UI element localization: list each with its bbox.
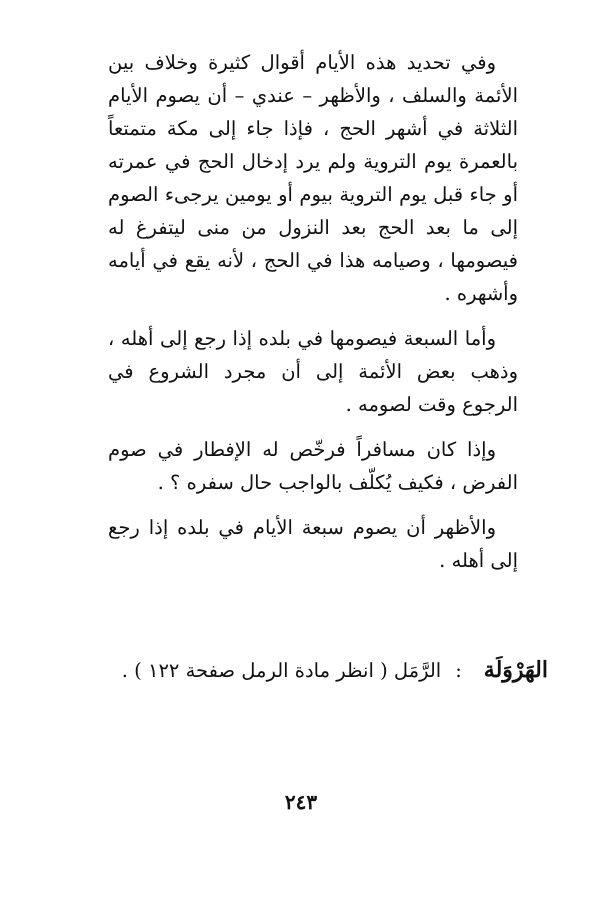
paragraph-days-determination: وفي تحديد هذه الأيام أقوال كثيرة وخلاف بين الأئمة والسلف ، والأظهر – عندي – أن يصوم الأيام الثلاثة في أشهر الحج ، فإذا جاء إلى مكة متمتعاً بالعمرة يوم التروية ولم يرد إدخال الحج في عمرته أو جاء قبل يوم التروية بيوم أو يومين يرجىء الصوم إلى ما بعد الحج بعد النزول من منى ليتفرغ له فيصومها ، وصيامه هذا في الحج ، لأنه يقع في أيامه وأشهره . xyxy=(108,51,518,305)
paragraph-seven-days: وأما السبعة فيصومها في بلده إذا رجع إلى أهله ، وذهب بعض الأئمة إلى أن مجرد الشروع في الرجوع وقت لصومه . xyxy=(108,327,518,416)
paragraph-conclusion: والأظهر أن يصوم سبعة الأيام في بلده إذا رجع إلى أهله . xyxy=(108,516,518,572)
dictionary-entry xyxy=(118,654,548,687)
entry-headword: الهَرْوَلَة xyxy=(483,657,548,683)
entry-definition: الرَّمَل ( انظر مادة الرمل صفحة ١٢٢ ) . xyxy=(121,659,442,682)
page-number: ٢٤٣ xyxy=(284,790,318,814)
body-text xyxy=(108,46,518,589)
entry-colon: : xyxy=(455,659,462,682)
paragraph-traveler: وإذا كان مسافراً فرخّص له الإفطار في صوم الفرض ، فكيف يُكلّف بالواجب حال سفره ؟ . xyxy=(108,438,518,494)
